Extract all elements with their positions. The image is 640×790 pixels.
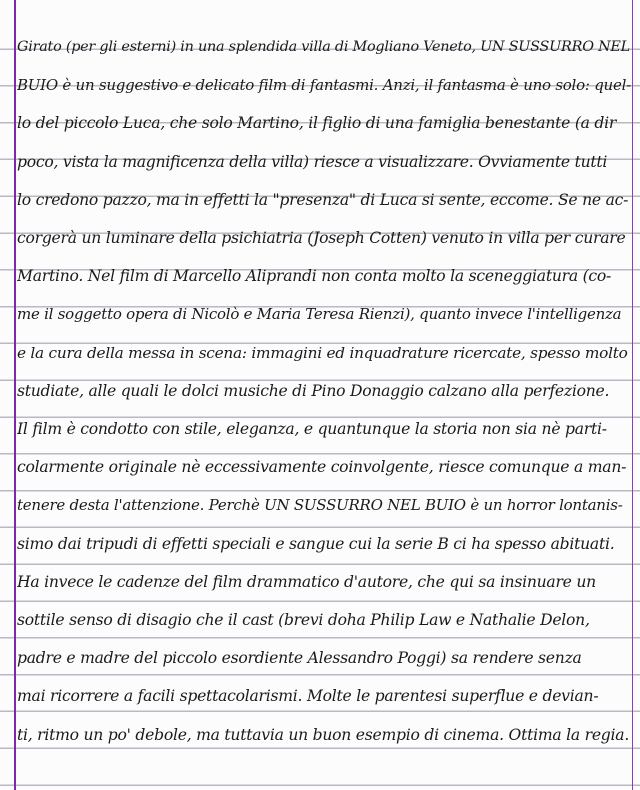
text-line: me il soggetto opera di Nicolò e Maria Teresa Rienzi), quanto invece l'intelligenza [17,305,622,324]
text-line: mai ricorrere a facili spettacolarismi. Molte le parentesi superflue e devian- [17,687,599,706]
text-line: sottile senso di disagio che il cast (brevi doha Philip Law e Nathalie Delon, [17,611,590,629]
text-line: Ha invece le cadenze del film drammatico d'autore, che qui sa insinuare un [17,572,596,591]
text-line: padre e madre del piccolo esordiente Alessandro Poggi) sa rendere senza [17,649,582,668]
text-line: lo credono pazzo, ma in effetti la "presenza" di Luca si sente, eccome. Se ne ac- [17,190,629,209]
text-line: ti, ritmo un po' debole, ma tuttavia un buon esempio di cinema. Ottima la regia. [17,725,630,744]
text-line: colarmente originale nè eccessivamente coinvolgente, riesce comunque a man- [17,458,627,477]
text-line: lo del piccolo Luca, che solo Martino, il figlio di una famiglia benestante (a dir [17,114,617,133]
right-margin-line [632,0,633,790]
text-line: BUIO è un suggestivo e delicato film di fantasmi. Anzi, il fantasma è uno solo: quel- [17,76,631,95]
left-margin-line [14,0,16,790]
text-line: poco, vista la magnificenza della villa) riesce a visualizzare. Ovviamente tutti [17,152,608,171]
text-line: Il film è condotto con stile, eleganza, e quantunque la storia non sia nè parti- [17,420,607,438]
text-line: studiate, alle quali le dolci musiche di Pino Donaggio calzano alla perfezione. [17,381,610,400]
text-line: tenere desta l'attenzione. Perchè UN SUSSURRO NEL BUIO è un horror lontanis- [17,496,623,515]
text-line: e la cura della messa in scena: immagini ed inquadrature ricercate, spesso molto [17,343,628,362]
text-line: Girato (per gli esterni) in una splendida villa di Mogliano Veneto, UN SUSSURRO NEL [17,39,630,55]
text-line: simo dai tripudi di effetti speciali e sangue cui la serie B ci ha spesso abituati. [17,534,615,553]
text-line: corgerà un luminare della psichiatria (Joseph Cotten) venuto in villa per curare [17,229,626,247]
text-line: Martino. Nel film di Marcello Aliprandi non conta molto la sceneggiatura (co- [17,267,612,286]
